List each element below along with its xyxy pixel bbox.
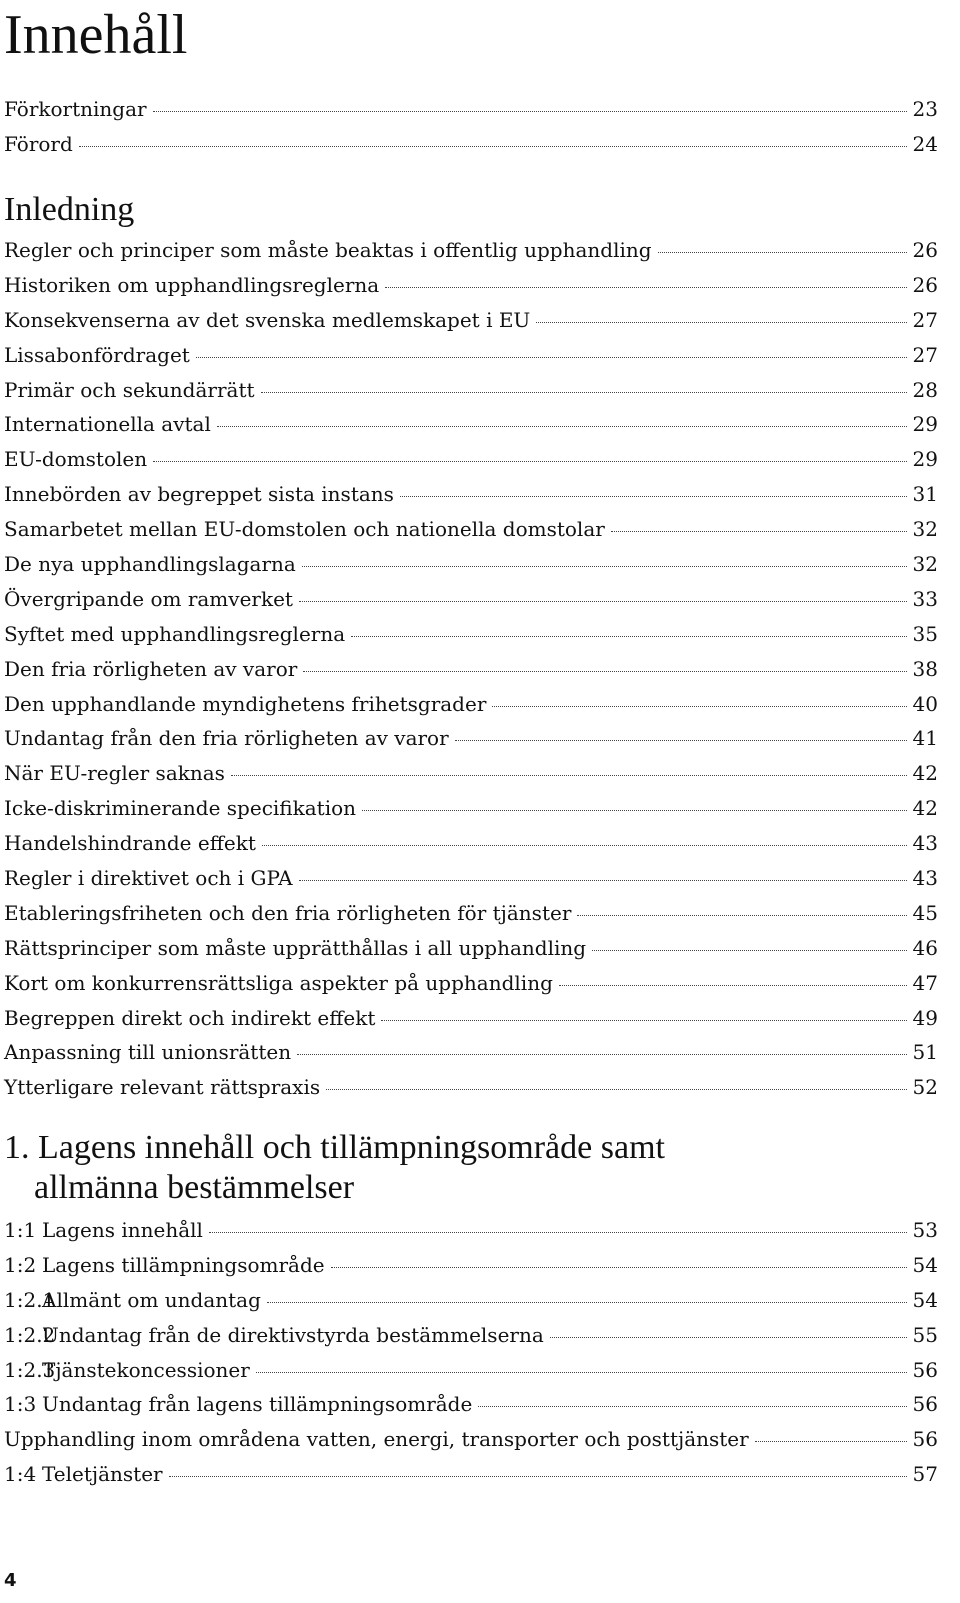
toc-entry-page: 33 xyxy=(912,586,938,611)
dot-leader xyxy=(592,950,906,951)
toc-entry[interactable] xyxy=(4,622,938,657)
toc-entry[interactable] xyxy=(4,517,938,552)
toc-entry-page: 49 xyxy=(912,1005,938,1030)
toc-entry-label: Ytterligare relevant rättspraxis xyxy=(4,1075,321,1100)
toc-entry-number: 1:2 xyxy=(4,1252,37,1277)
dot-leader xyxy=(385,287,906,288)
toc-entry[interactable] xyxy=(4,1075,938,1110)
dot-leader xyxy=(478,1406,906,1407)
toc-entry[interactable] xyxy=(4,1253,938,1288)
toc-entry-label: Rättsprinciper som måste upprätthållas i all upphandling xyxy=(4,935,587,960)
toc-entry-page: 42 xyxy=(912,796,938,821)
dot-leader xyxy=(331,1267,907,1268)
dot-leader xyxy=(217,426,907,427)
toc-entry[interactable] xyxy=(4,901,938,936)
toc-entry-page: 26 xyxy=(912,238,938,262)
dot-leader xyxy=(302,566,907,567)
toc-entry-label: Upphandling inom områdena vatten, energi, transporter och posttjänster xyxy=(4,1427,749,1452)
toc-entry[interactable] xyxy=(4,1040,938,1075)
toc-entry[interactable] xyxy=(4,1288,938,1323)
toc-entry-page: 56 xyxy=(912,1357,938,1382)
toc-entry-label: Förord xyxy=(4,131,73,156)
toc-entry-label: Lagens tillämpningsområde xyxy=(42,1252,325,1277)
toc-entry-label: Undantag från lagens tillämpningsområde xyxy=(42,1392,473,1417)
toc-entry[interactable] xyxy=(4,1462,938,1497)
dot-leader xyxy=(362,810,907,811)
toc-entry[interactable] xyxy=(4,936,938,971)
toc-entry-label: Historiken om upphandlingsreglerna xyxy=(4,272,380,297)
toc-entry-page: 45 xyxy=(912,900,938,925)
toc-entry-page: 46 xyxy=(912,935,938,960)
toc-entry-page: 27 xyxy=(912,307,938,332)
chapter-heading-line-2: allmänna bestämmelser xyxy=(34,1169,355,1206)
toc-entry[interactable] xyxy=(4,1358,938,1393)
toc-entry-label: Allmänt om undantag xyxy=(42,1287,261,1312)
toc-entry[interactable] xyxy=(4,1392,938,1427)
dot-leader xyxy=(261,392,907,393)
toc-entry-label: Undantag från de direktivstyrda bestämmelserna xyxy=(42,1322,544,1347)
dot-leader xyxy=(611,531,907,532)
toc-entry-page: 52 xyxy=(912,1075,938,1100)
toc-entry-label: Den upphandlande myndighetens frihetsgrader xyxy=(4,691,487,716)
toc-entry-page: 56 xyxy=(912,1392,938,1417)
toc-entry-number: 1:3 xyxy=(4,1392,37,1417)
toc-entry[interactable] xyxy=(4,132,938,167)
toc-entry-page: 47 xyxy=(912,970,938,995)
toc-entry[interactable] xyxy=(4,1218,938,1253)
toc-entry[interactable] xyxy=(4,412,938,447)
dot-leader xyxy=(256,1372,907,1373)
toc-entry-label: Lissabonfördraget xyxy=(4,342,190,367)
toc-entry-label: Begreppen direkt och indirekt effekt xyxy=(4,1005,376,1030)
toc-entry-page: 43 xyxy=(912,831,938,856)
toc-entry-page: 38 xyxy=(912,656,938,681)
dot-leader xyxy=(299,601,907,602)
toc-entry-label: Etableringsfriheten och den fria rörligheten för tjänster xyxy=(4,900,572,925)
dot-leader xyxy=(658,252,907,253)
toc-entry-number: 1:2.2 xyxy=(4,1322,56,1347)
dot-leader xyxy=(326,1089,906,1090)
toc-entry-page: 40 xyxy=(912,691,938,716)
toc-entry-page: 32 xyxy=(912,552,938,577)
toc-entry-page: 51 xyxy=(912,1040,938,1065)
dot-leader xyxy=(492,706,906,707)
toc-entry-page: 55 xyxy=(912,1322,938,1347)
dot-leader xyxy=(577,915,906,916)
section-heading-inledning: Inledning xyxy=(4,191,135,228)
toc-entry[interactable] xyxy=(4,552,938,587)
toc-entry[interactable] xyxy=(4,971,938,1006)
toc-entry-page: 41 xyxy=(912,726,938,751)
dot-leader xyxy=(169,1476,907,1477)
toc-entry[interactable] xyxy=(4,97,938,132)
toc-entry-label: Syftet med upphandlingsreglerna xyxy=(4,621,346,646)
toc-entry-label: Anpassning till unionsrätten xyxy=(4,1040,292,1065)
toc-entry-label: Primär och sekundärrätt xyxy=(4,377,255,402)
dot-leader xyxy=(196,357,907,358)
toc-entry[interactable] xyxy=(4,866,938,901)
toc-entry-page: 29 xyxy=(912,447,938,472)
dot-leader xyxy=(559,985,907,986)
toc-entry-label: Tjänstekoncessioner xyxy=(42,1357,250,1382)
toc-entry-page: 35 xyxy=(912,621,938,646)
dot-leader xyxy=(231,775,907,776)
dot-leader xyxy=(299,880,907,881)
toc-entry-label: Förkortningar xyxy=(4,97,147,121)
toc-front-matter xyxy=(4,97,938,167)
toc-entry-page: 57 xyxy=(912,1462,938,1487)
dot-leader xyxy=(79,146,907,147)
dot-leader xyxy=(297,1054,906,1055)
toc-entry-label: Övergripande om ramverket xyxy=(4,586,293,611)
toc-entry-label: Regler och principer som måste beaktas i offentlig upphandling xyxy=(4,238,652,262)
toc-entry-number: 1:2.3 xyxy=(4,1357,56,1382)
toc-entry-label: Innebörden av begreppet sista instans xyxy=(4,482,394,507)
toc-entry-page: 24 xyxy=(912,131,938,156)
toc-entry-number: 1:2.1 xyxy=(4,1287,56,1312)
dot-leader xyxy=(550,1337,907,1338)
dot-leader xyxy=(755,1441,907,1442)
chapter-heading-line-1: 1. Lagens innehåll och tillämpningsområde samt xyxy=(4,1129,665,1166)
toc-entry-label: Konsekvenserna av det svenska medlemskapet i EU xyxy=(4,307,531,332)
toc-entry-page: 28 xyxy=(912,377,938,402)
toc-entry[interactable] xyxy=(4,447,938,482)
toc-entry-page: 31 xyxy=(912,482,938,507)
toc-entry-page: 43 xyxy=(912,866,938,891)
toc-entry-page: 27 xyxy=(912,342,938,367)
toc-entry[interactable] xyxy=(4,1427,938,1462)
toc-entry-page: 42 xyxy=(912,761,938,786)
toc-entry-page: 54 xyxy=(912,1287,938,1312)
toc-entry[interactable] xyxy=(4,692,938,727)
toc-entry[interactable] xyxy=(4,378,938,413)
toc-entry[interactable] xyxy=(4,587,938,622)
toc-entry-label: När EU-regler saknas xyxy=(4,761,225,786)
dot-leader xyxy=(267,1302,907,1303)
page-number: 4 xyxy=(4,1570,17,1591)
dot-leader xyxy=(400,496,907,497)
toc-entry[interactable] xyxy=(4,796,938,831)
toc-entry[interactable] xyxy=(4,1323,938,1358)
dot-leader xyxy=(381,1020,906,1021)
toc-entry-label: Undantag från den fria rörligheten av varor xyxy=(4,726,449,751)
toc-entry-page: 23 xyxy=(912,97,938,121)
toc-entry-label: Icke-diskriminerande specifikation xyxy=(4,796,357,821)
toc-entry-label: Lagens innehåll xyxy=(42,1218,203,1242)
toc-entry[interactable] xyxy=(4,761,938,796)
dot-leader xyxy=(303,671,906,672)
dot-leader xyxy=(351,636,906,637)
toc-inledning xyxy=(4,238,938,1110)
toc-entry-label: Handelshindrande effekt xyxy=(4,831,256,856)
toc-entry-page: 54 xyxy=(912,1252,938,1277)
dot-leader xyxy=(209,1232,907,1233)
toc-entry-number: 1:4 xyxy=(4,1462,37,1487)
toc-entry-label: Regler i direktivet och i GPA xyxy=(4,866,293,891)
toc-entry-number: 1:1 xyxy=(4,1218,37,1242)
toc-entry-page: 56 xyxy=(912,1427,938,1452)
toc-entry-page: 32 xyxy=(912,517,938,542)
dot-leader xyxy=(536,322,906,323)
toc-entry-page: 53 xyxy=(912,1218,938,1242)
toc-entry[interactable] xyxy=(4,238,938,273)
toc-entry-page: 29 xyxy=(912,412,938,437)
toc-entry[interactable] xyxy=(4,726,938,761)
dot-leader xyxy=(153,461,906,462)
toc-entry-page: 26 xyxy=(912,272,938,297)
chapter-heading-1 xyxy=(4,1128,665,1208)
toc-entry[interactable] xyxy=(4,831,938,866)
toc-entry-label: EU-domstolen xyxy=(4,447,148,472)
page-title: Innehåll xyxy=(4,4,188,66)
toc-entry-label: Den fria rörligheten av varor xyxy=(4,656,298,681)
toc-entry[interactable] xyxy=(4,657,938,692)
toc-entry-label: Samarbetet mellan EU-domstolen och nationella domstolar xyxy=(4,517,605,542)
toc-entry[interactable] xyxy=(4,273,938,308)
toc-entry-label: Internationella avtal xyxy=(4,412,211,437)
toc-entry[interactable] xyxy=(4,1006,938,1041)
toc-entry[interactable] xyxy=(4,343,938,378)
dot-leader xyxy=(455,740,907,741)
toc-entry-label: Teletjänster xyxy=(42,1462,163,1487)
dot-leader xyxy=(262,845,907,846)
toc-entry[interactable] xyxy=(4,482,938,517)
toc-entry-label: De nya upphandlingslagarna xyxy=(4,552,296,577)
dot-leader xyxy=(153,111,907,112)
toc-entry-label: Kort om konkurrensrättsliga aspekter på upphandling xyxy=(4,970,553,995)
toc-entry[interactable] xyxy=(4,308,938,343)
toc-chapter-1 xyxy=(4,1218,938,1497)
